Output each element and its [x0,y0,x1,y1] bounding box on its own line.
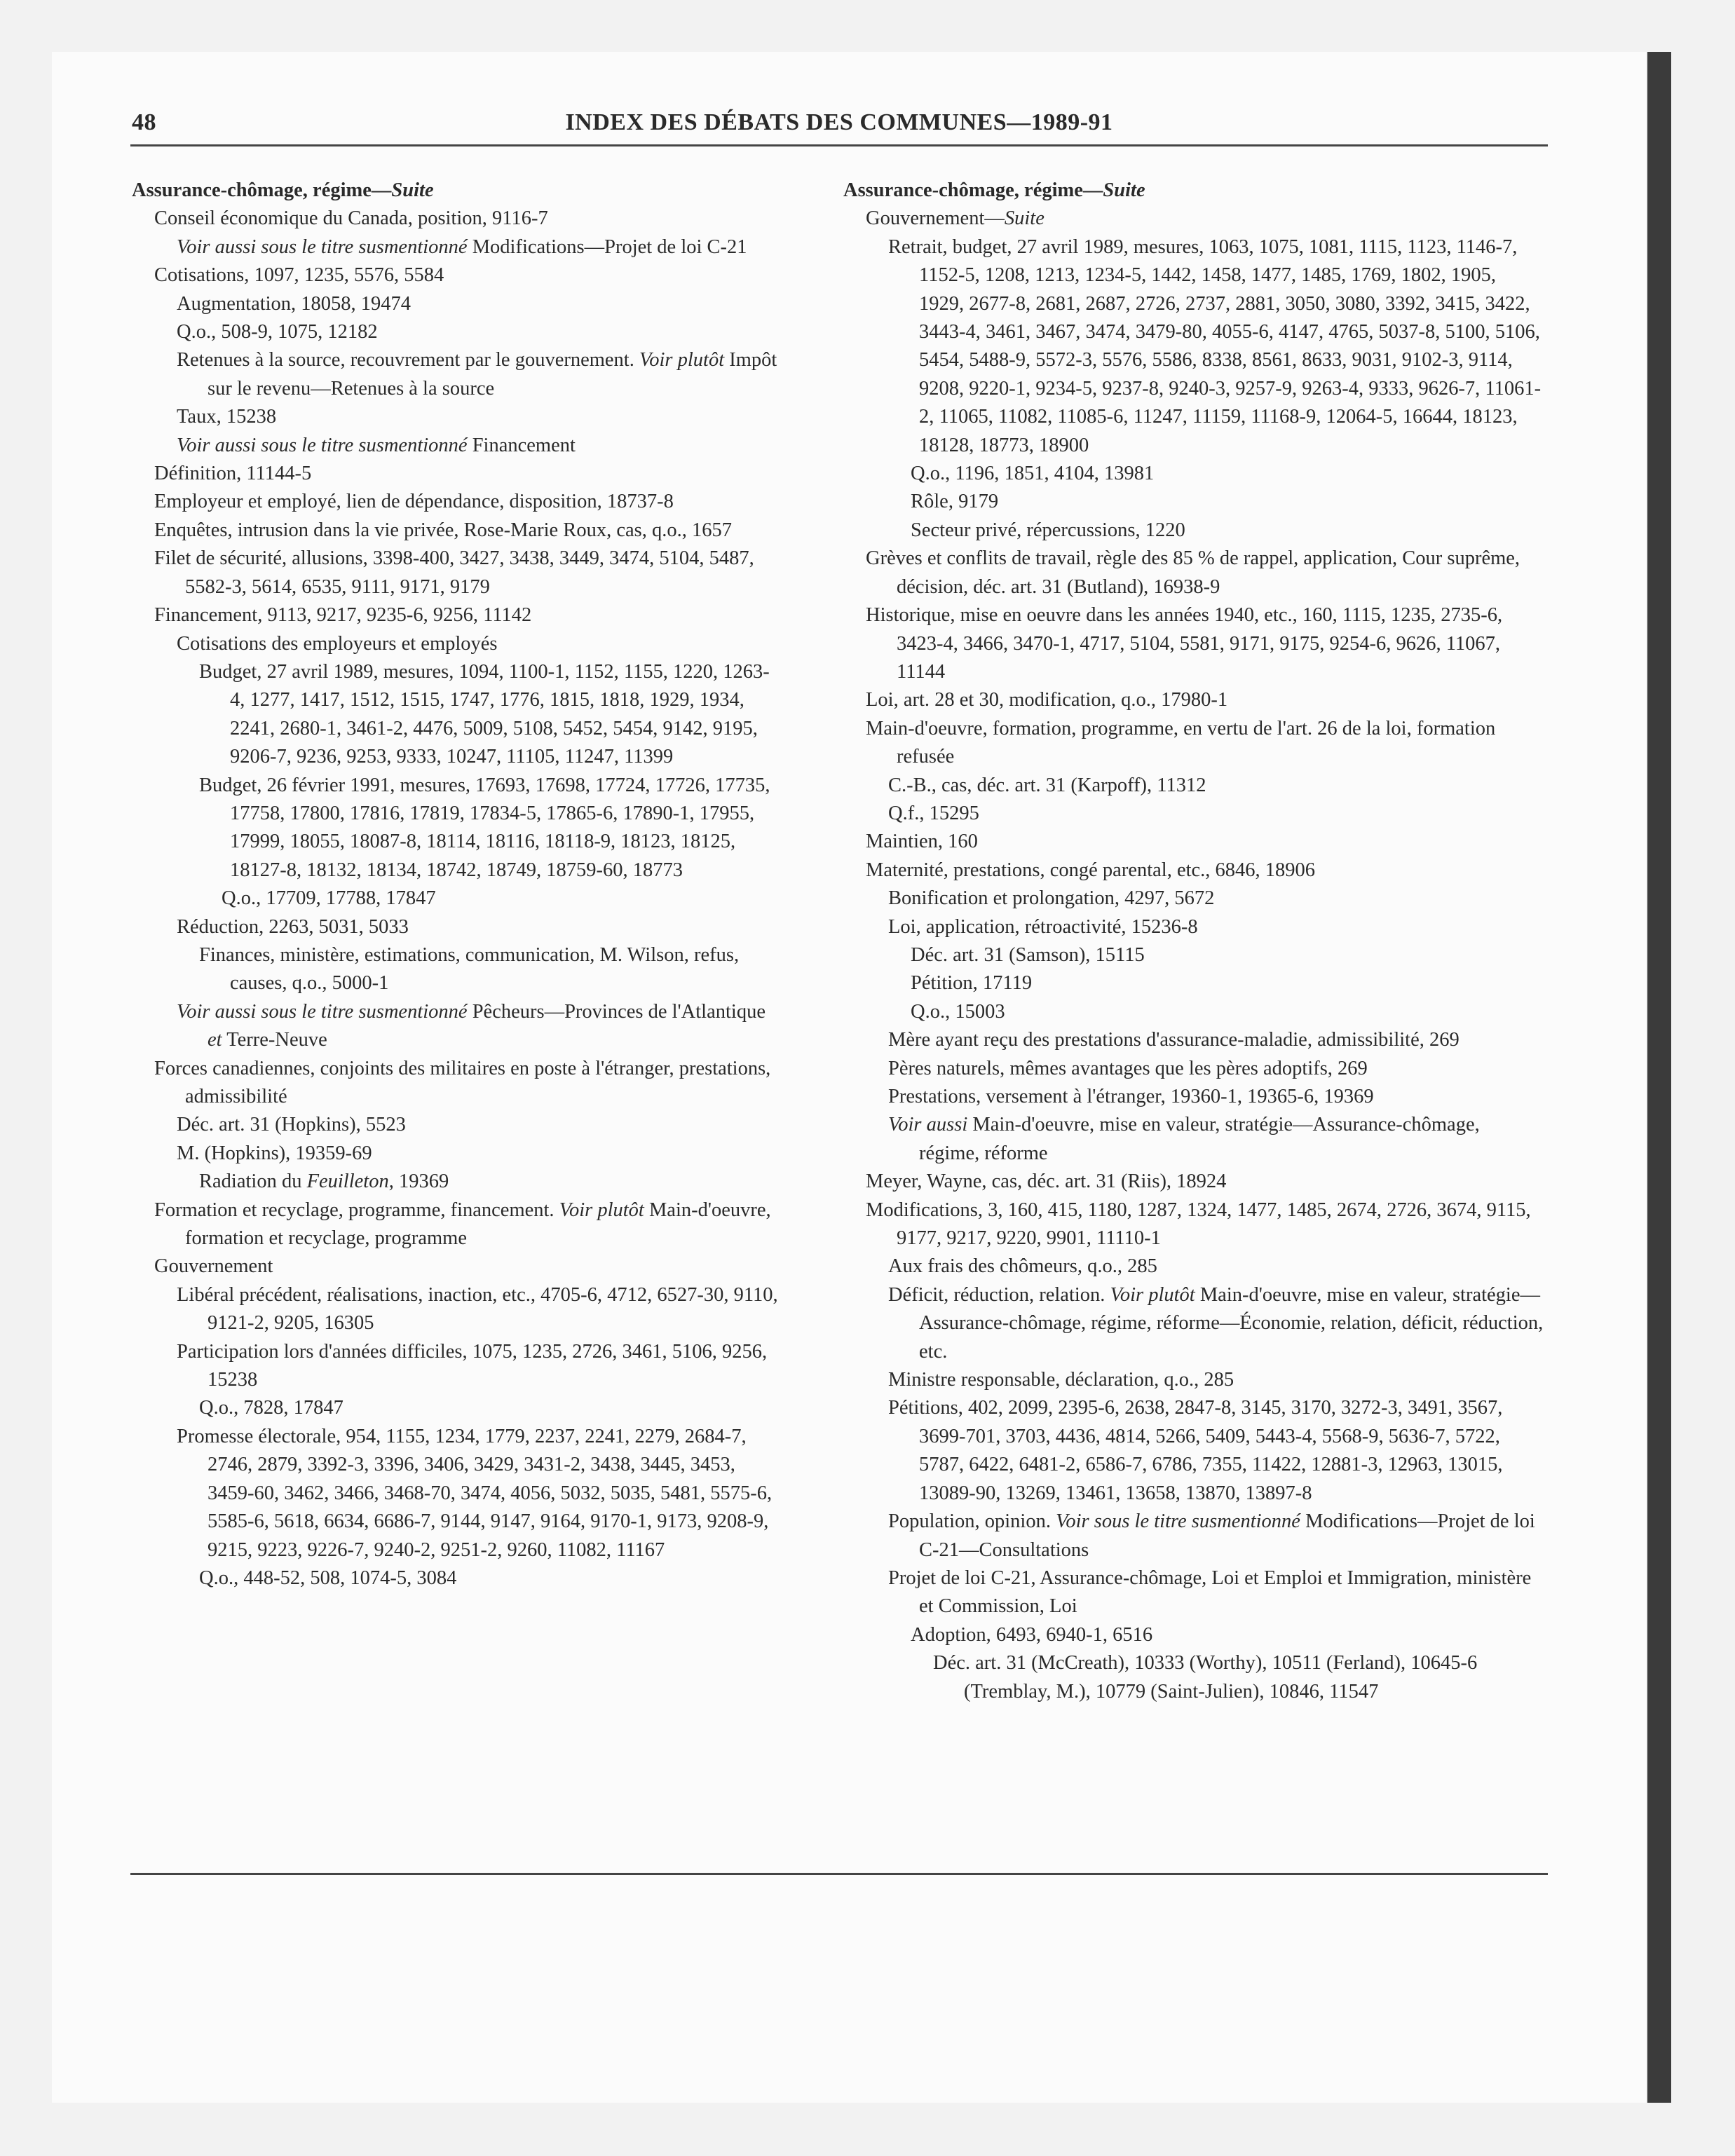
right-column [843,177,1544,1706]
entry-text-segment: Conseil économique du Canada, position, 9116-7 [154,207,548,230]
entry-text-segment: Suite [391,179,434,201]
index-entry [888,1253,1544,1281]
index-entry [888,772,1544,800]
entry-text-segment: Maternité, prestations, congé parental, etc., 6846, 18906 [866,859,1316,881]
entry-text-segment: Déc. art. 31 (Hopkins), 5523 [177,1114,406,1136]
index-entry [866,205,1544,233]
entry-text-segment: Pêcheurs—Provinces de l'Atlantique [467,1000,766,1023]
entry-text-segment: Pétitions, 402, 2099, 2395-6, 2638, 2847-8, 3145, 3170, 3272-3, 3491, 3567, 3699-701, 3703, 4436, 4814, 5266, 5409, 5443-4, 5568-9, 5636-7, 5722, 5787, 6422, 6481-2, 6586-7, 6786, 7355, 11422, 12881-3, 12963, 13015, 13089-90, 13269, 13461, 13658, 13870, 13897-8 [888,1397,1503,1504]
index-entry [177,432,784,460]
header-rule [130,144,1548,146]
index-entry [177,403,784,431]
index-entry [911,998,1544,1026]
entry-text-segment: Q.o., 15003 [911,1000,1005,1023]
index-entry [199,1168,784,1196]
entry-text-segment: Main-d'oeuvre, mise en valeur, stratégie—Assurance-chômage, régime, réforme [919,1114,1480,1164]
entry-text-segment: Grèves et conflits de travail, règle des 85 % de rappel, application, Cour suprême, décision, déc. art. 31 (Butland), 16938-9 [866,547,1520,598]
index-entry [177,1338,784,1395]
entry-text-segment: Ministre responsable, déclaration, q.o., 285 [888,1369,1234,1391]
entry-text-segment: Q.o., 1196, 1851, 4104, 13981 [911,463,1155,485]
entry-text-segment: Augmentation, 18058, 19474 [177,292,411,315]
index-entry [177,1111,784,1139]
index-entry [888,1508,1544,1564]
index-entry [154,261,784,289]
entry-text-segment: Déc. art. 31 (McCreath), 10333 (Worthy), 10511 (Ferland), 10645-6 (Tremblay, M.), 10779 (Saint-Julien), 10846, 11547 [933,1652,1478,1703]
entry-text-segment: Finances, ministère, estimations, communication, M. Wilson, refus, causes, q.o., 5000-1 [199,943,740,995]
entry-text-segment: Voir sous le titre susmentionné [1056,1510,1300,1533]
entry-text-segment: Forces canadiennes, conjoints des militaires en poste à l'étranger, prestations, admissibilité [154,1057,771,1107]
entry-text-segment: Enquêtes, intrusion dans la vie privée, Rose-Marie Roux, cas, q.o., 1657 [154,519,732,541]
index-entry [177,318,784,346]
index-entry [199,658,784,772]
entry-text-segment: Budget, 26 février 1991, mesures, 17693, 17698, 17724, 17726, 17735, 17758, 17800, 17816, 17819, 17834-5, 17865-6, 17890-1, 17955, 17999, 18055, 18087-8, 18114, 18116, 18118-9, 18123, 18125, 18127-8, 18132, 18134, 18742, 18749, 18759-60, 18773 [199,774,770,881]
entry-text-segment: Voir plutôt [559,1199,644,1221]
index-entry [866,1196,1544,1253]
entry-text-segment: Retenues à la source, recouvrement par le gouvernement. [177,349,639,371]
entry-text-segment: Loi, application, rétroactivité, 15236-8 [888,915,1198,938]
entry-text-segment: Projet de loi C-21, Assurance-chômage, Loi et Emploi et Immigration, ministère et Commission, Loi [888,1567,1532,1618]
index-entry [154,1196,784,1253]
entry-text-segment: Prestations, versement à l'étranger, 19360-1, 19365-6, 19369 [888,1086,1374,1107]
index-entry [177,290,784,318]
entry-text-segment: Taux, 15238 [177,406,277,428]
entry-text-segment: Pétition, 17119 [911,972,1033,995]
entry-text-segment: Secteur privé, répercussions, 1220 [911,519,1185,541]
entry-text-segment: Participation lors d'années difficiles, 1075, 1235, 2726, 3461, 5106, 9256, 15238 [177,1340,768,1391]
entry-text-segment: Modifications—Projet de loi C-21 [467,236,747,258]
index-entry [866,1168,1544,1196]
index-heading [843,177,1544,205]
index-entry [888,1366,1544,1394]
index-entry [888,1281,1544,1366]
entry-text-segment: Q.o., 508-9, 1075, 12182 [177,321,378,343]
index-entry [911,460,1544,488]
entry-text-segment: Adoption, 6493, 6940-1, 6516 [911,1623,1153,1646]
index-entry [888,1083,1544,1111]
running-title: INDEX DES DÉBATS DES COMMUNES—1989-91 [565,109,1113,135]
index-entry [888,1026,1544,1054]
index-entry [177,1423,784,1564]
entry-text-segment: Main-d'oeuvre, mise en valeur, stratégie—Assurance-chômage, régime, réforme—Économie, relation, déficit, réduction, etc. [919,1283,1544,1363]
index-entry [911,488,1544,516]
index-entry [154,460,784,488]
index-entry [933,1649,1544,1706]
entry-text-segment: Définition, 11144-5 [154,463,312,485]
index-entry [888,1394,1544,1508]
entry-text-segment: Suite [1004,207,1045,230]
index-entry [177,233,784,261]
entry-text-segment: M. (Hopkins), 19359-69 [177,1142,372,1164]
entry-text-segment: Voir aussi sous le titre susmentionné [177,434,468,456]
index-entry [154,205,784,233]
entry-text-segment: Suite [1103,179,1145,201]
entry-text-segment: Modifications, 3, 160, 415, 1180, 1287, 1324, 1477, 1485, 2674, 2726, 3674, 9115, 9177, 9217, 9220, 9901, 11110-1 [866,1199,1531,1250]
index-entry [222,885,784,913]
entry-text-segment: Libéral précédent, réalisations, inaction, etc., 4705-6, 4712, 6527-30, 9110, 9121-2, 9205, 16305 [177,1283,778,1335]
entry-text-segment: Terre-Neuve [222,1029,327,1051]
index-entry [888,233,1544,460]
entry-text-segment: Feuilleton [306,1171,389,1193]
entry-text-segment: Maintien, 160 [866,831,978,853]
entry-text-segment: C.-B., cas, déc. art. 31 (Karpoff), 11312 [888,774,1206,796]
index-entry [177,1281,784,1338]
entry-text-segment: Mère ayant reçu des prestations d'assurance-maladie, admissibilité, 269 [888,1029,1460,1051]
index-entry [199,1394,784,1422]
index-entry [154,545,784,601]
index-entry [888,800,1544,828]
index-entry [866,545,1544,601]
entry-text-segment: Cotisations, 1097, 1235, 5576, 5584 [154,264,444,287]
index-entry [199,941,784,998]
entry-text-segment: Voir plutôt [639,349,725,371]
index-entry [888,885,1544,913]
index-heading [132,177,784,205]
entry-text-segment: Bonification et prolongation, 4297, 5672 [888,887,1215,910]
entry-text-segment: , 19369 [388,1171,449,1193]
index-entry [911,517,1544,545]
left-column [132,177,784,1592]
index-entry [888,1111,1544,1168]
entry-text-segment: Budget, 27 avril 1989, mesures, 1094, 1100-1, 1152, 1155, 1220, 1263-4, 1277, 1417, 1512, 1515, 1747, 1776, 1815, 1818, 1929, 1934, 2241, 2680-1, 3461-2, 4476, 5009, 5108, 5452, 5454, 9142, 9195, 9206-7, 9236, 9253, 9333, 10247, 11105, 11247, 11399 [199,660,770,768]
index-entry [911,969,1544,997]
entry-text-segment: Voir aussi [888,1114,968,1136]
entry-text-segment: Aux frais des chômeurs, q.o., 285 [888,1255,1157,1278]
entry-text-segment: Meyer, Wayne, cas, déc. art. 31 (Riis), 18924 [866,1171,1227,1193]
page-header [132,109,1546,149]
entry-text-segment: Déc. art. 31 (Samson), 15115 [911,943,1145,966]
entry-text-segment: Filet de sécurité, allusions, 3398-400, 3427, 3438, 3449, 3474, 5104, 5487, 5582-3, 5614, 6535, 9111, 9171, 9179 [154,547,754,598]
index-entry [866,828,1544,856]
entry-text-segment: Q.o., 7828, 17847 [199,1397,343,1419]
index-entry [177,630,784,658]
entry-text-segment: Promesse électorale, 954, 1155, 1234, 1779, 2237, 2241, 2279, 2684-7, 2746, 2879, 3392-3, 3396, 3406, 3429, 3431-2, 3438, 3445, 3453, 3459-60, 3462, 3466, 3468-70, 3474, 4056, 5032, 5035, 5481, 5575-6, 5585-6, 5618, 6634, 6686-7, 9144, 9147, 9164, 9170-1, 9173, 9208-9, 9215, 9223, 9226-7, 9240-2, 9251-2, 9260, 11082, 11167 [177,1425,773,1561]
entry-text-segment: Déficit, réduction, relation. [888,1283,1110,1306]
index-entry [866,601,1544,686]
index-entry [154,1055,784,1112]
entry-text-segment: Employeur et employé, lien de dépendance, disposition, 18737-8 [154,491,674,513]
entry-text-segment: Modifications—Projet de loi C-21—Consultations [919,1510,1535,1561]
index-entry [177,913,784,941]
entry-text-segment: Historique, mise en oeuvre dans les années 1940, etc., 160, 1115, 1235, 2735-6, 3423-4, 3466, 3470-1, 4717, 5104, 5581, 9171, 9175, 9254-6, 9626, 11067, 11144 [866,604,1503,683]
index-entry [888,913,1544,941]
entry-text-segment: Q.o., 448-52, 508, 1074-5, 3084 [199,1567,457,1589]
entry-text-segment: Assurance-chômage, régime— [843,179,1103,201]
entry-text-segment: Gouvernement— [866,207,1005,230]
index-entry [154,601,784,629]
index-entry [199,772,784,885]
index-entry [177,346,784,403]
entry-text-segment: Q.o., 17709, 17788, 17847 [222,887,436,910]
entry-text-segment: Voir aussi sous le titre susmentionné [177,1000,468,1023]
entry-text-segment: Loi, art. 28 et 30, modification, q.o., 17980-1 [866,689,1228,711]
entry-text-segment: Formation et recyclage, programme, financement. [154,1199,559,1221]
entry-text-segment: Cotisations des employeurs et employés [177,632,498,655]
entry-text-segment: Voir plutôt [1110,1283,1195,1306]
index-entry [888,1564,1544,1621]
entry-text-segment: Rôle, 9179 [911,491,999,513]
entry-text-segment: Financement [467,434,576,456]
entry-text-segment: Retrait, budget, 27 avril 1989, mesures, 1063, 1075, 1081, 1115, 1123, 1146-7, 1152-5, 1208, 1213, 1234-5, 1442, 1458, 1477, 1485, 1769, 1802, 1905, 1929, 2677-8, 2681, 2687, 2726, 2737, 2881, 3050, 3080, 3392, 3415, 3422, 3443-4, 3461, 3467, 3474, 3479-80, 4055-6, 4147, 4765, 5037-8, 5100, 5106, 5454, 5488-9, 5572-3, 5576, 5586, 8338, 8561, 8633, 9031, 9102-3, 9114, 9208, 9220-1, 9234-5, 9237-8, 9240-3, 9257-9, 9263-4, 9333, 9626-7, 11061-2, 11065, 11082, 11085-6, 11247, 11159, 11168-9, 12064-5, 16644, 18123, 18128, 18773, 18900 [888,236,1542,456]
index-entry [911,1621,1544,1649]
index-entry [866,857,1544,885]
entry-text-segment: Main-d'oeuvre, formation et recyclage, programme [185,1199,771,1250]
index-entry [888,1055,1544,1083]
index-entry [866,686,1544,714]
entry-text-segment: et [207,1029,222,1051]
index-entry [199,1564,784,1592]
page-number: 48 [132,109,156,135]
index-entry [177,998,784,1055]
index-entry [154,488,784,516]
entry-text-segment: Réduction, 2263, 5031, 5033 [177,915,409,938]
entry-text-segment: Gouvernement [154,1255,273,1278]
index-entry [154,1253,784,1281]
entry-text-segment: Assurance-chômage, régime— [132,179,392,201]
footer-rule [130,1873,1548,1875]
entry-text-segment: Population, opinion. [888,1510,1056,1533]
entry-text-segment: Main-d'oeuvre, formation, programme, en vertu de l'art. 26 de la loi, formation refusée [866,717,1496,768]
index-entry [911,941,1544,969]
entry-text-segment: Q.f., 15295 [888,802,979,824]
index-entry [154,517,784,545]
index-entry [866,715,1544,772]
entry-text-segment: Financement, 9113, 9217, 9235-6, 9256, 11142 [154,604,532,627]
entry-text-segment: Pères naturels, mêmes avantages que les pères adoptifs, 269 [888,1057,1368,1079]
entry-text-segment: Radiation du [199,1171,307,1193]
entry-text-segment: Voir aussi sous le titre susmentionné [177,236,468,258]
binding-edge [1647,52,1671,2103]
entry-text-segment: Impôt sur le revenu—Retenues à la source [207,349,777,400]
index-entry [177,1140,784,1168]
